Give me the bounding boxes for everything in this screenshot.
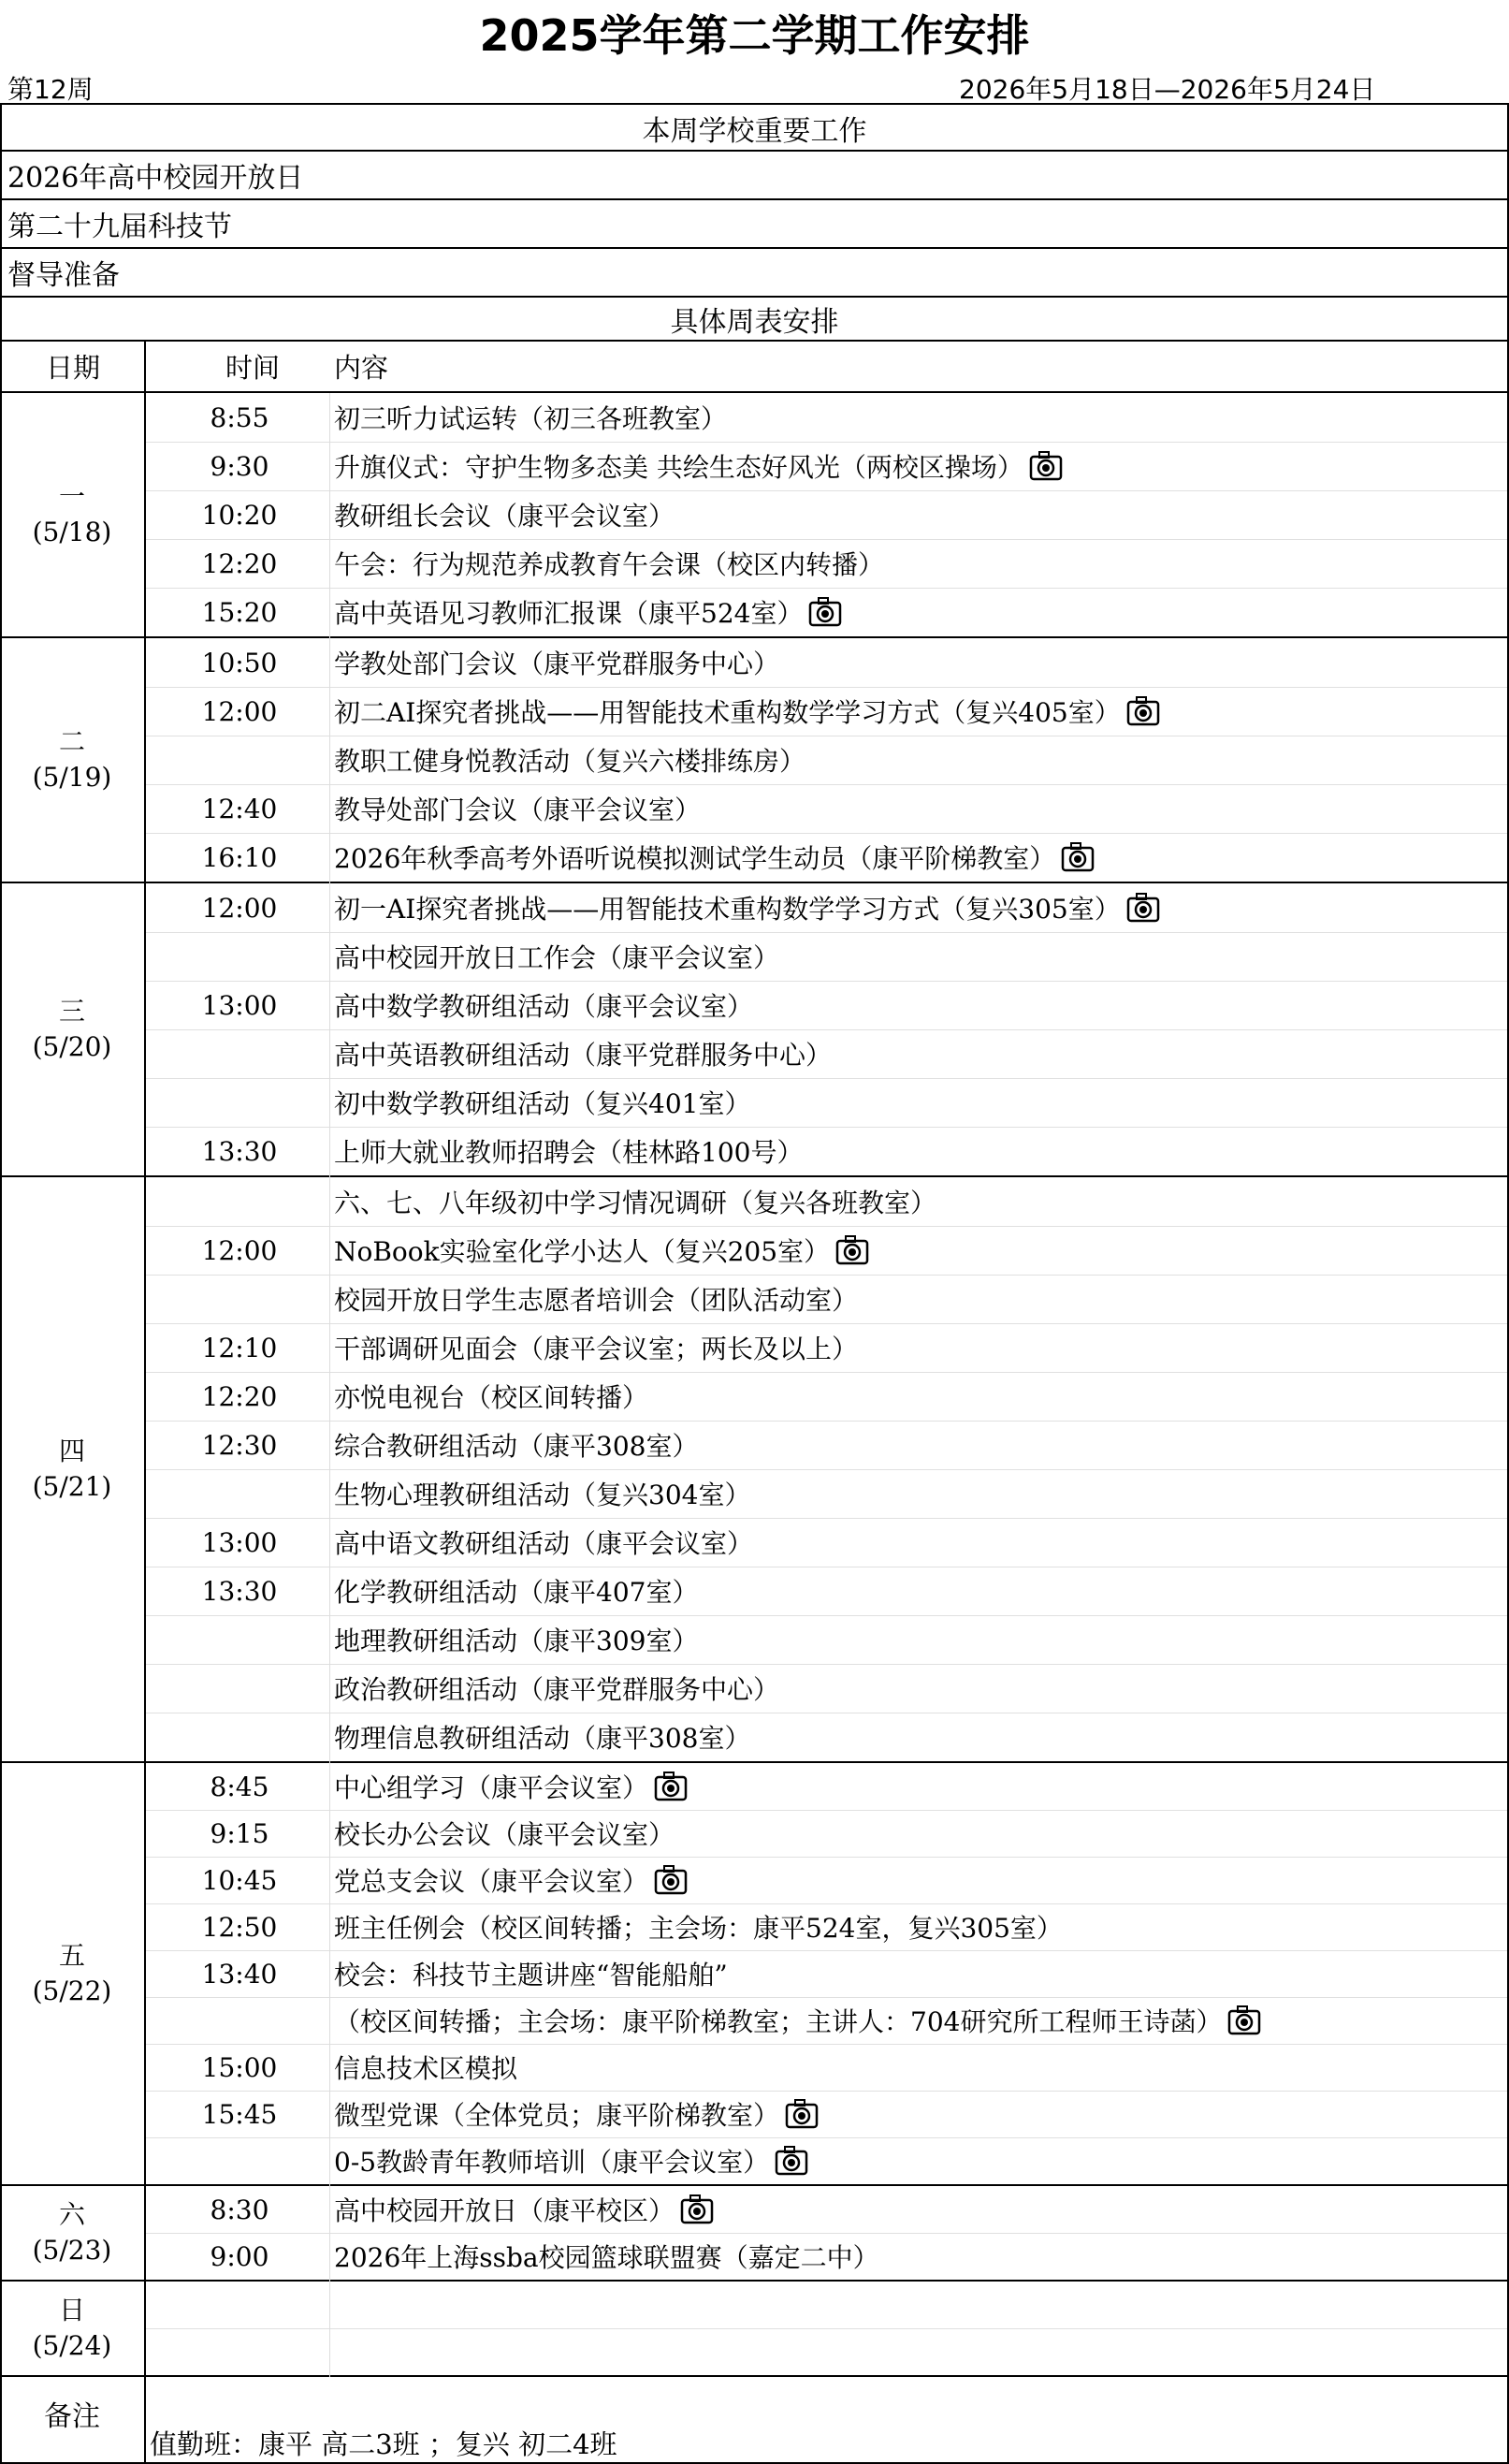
- day-date: (5/22): [32, 1976, 112, 2006]
- schedule-content: [334, 1275, 1457, 1323]
- day-name: 四: [58, 1436, 85, 1466]
- schedule-time: [146, 1469, 333, 1518]
- date-column-divider: [144, 340, 146, 2464]
- day-cell: [0, 2282, 144, 2375]
- important-work-heading: 本周学校重要工作: [0, 103, 1509, 152]
- day-date: (5/18): [32, 517, 112, 547]
- schedule-time: 12:00: [201, 892, 278, 924]
- schedule-content: [334, 1421, 1457, 1469]
- schedule-content: [334, 2282, 1457, 2328]
- schedule-content-text: 生物心理教研组活动（复兴304室）: [334, 1480, 751, 1510]
- schedule-content-text: 地理教研组活动（康平309室）: [334, 1626, 699, 1656]
- day-date: (5/24): [32, 2330, 112, 2361]
- day-cell: [0, 1177, 144, 1761]
- schedule-time: 12:30: [201, 1429, 278, 1461]
- day-name: 五: [58, 1940, 85, 1971]
- schedule-content-text: 高中语文教研组活动（康平会议室）: [334, 1528, 754, 1559]
- schedule-content-text: 高中英语见习教师汇报课（康平524室）: [334, 598, 804, 629]
- schedule-content-text: 党总支会议（康平会议室）: [334, 1866, 649, 1897]
- schedule-content-text: 教研组长会议（康平会议室）: [334, 501, 675, 532]
- schedule-content-text: 教导处部门会议（康平会议室）: [334, 795, 702, 825]
- schedule-time: 12:00: [201, 695, 278, 727]
- schedule-content: [334, 393, 1457, 442]
- schedule-time: 15:45: [201, 2098, 278, 2130]
- time-column-divider: [329, 393, 330, 2377]
- camera-icon: [783, 2097, 820, 2131]
- schedule-content: [334, 1226, 1457, 1275]
- column-header-time: 时间: [225, 351, 280, 384]
- day-cell: [0, 1763, 144, 2184]
- schedule-content: [334, 1469, 1457, 1518]
- camera-icon: [1226, 2004, 1263, 2037]
- day-name: 三: [58, 996, 85, 1027]
- schedule-time: [146, 1275, 333, 1323]
- top-left-border: [0, 103, 2, 340]
- camera-icon: [1059, 840, 1096, 874]
- schedule-content-text: （校区间转播；主会场：康平阶梯教室；主讲人：704研究所工程师王诗菡）: [334, 2006, 1223, 2037]
- schedule-time: 13:00: [201, 1526, 278, 1558]
- schedule-content-text: 校会：科技节主题讲座“智能船舶”: [334, 1960, 728, 1990]
- camera-icon: [652, 1770, 689, 1803]
- schedule-content-text: 2026年秋季高考外语听说模拟测试学生动员（康平阶梯教室）: [334, 843, 1056, 874]
- schedule-content-text: 信息技术区模拟: [334, 2053, 518, 2084]
- schedule-content: [334, 442, 1457, 490]
- schedule-time: 12:50: [201, 1911, 278, 1943]
- schedule-time: 13:40: [201, 1958, 278, 1990]
- camera-icon: [834, 1233, 871, 1267]
- schedule-content: [334, 588, 1457, 636]
- schedule-time: 13:30: [201, 1135, 278, 1167]
- schedule-time: 12:20: [201, 1380, 278, 1412]
- schedule-time: [146, 1029, 333, 1078]
- schedule-time: 12:00: [201, 1234, 278, 1266]
- schedule-content-text: 班主任例会（校区间转播；主会场：康平524室，复兴305室）: [334, 1913, 1063, 1944]
- schedule-content: [334, 638, 1457, 687]
- schedule-content: [334, 1323, 1457, 1372]
- schedule-content-text: 综合教研组活动（康平308室）: [334, 1431, 699, 1462]
- day-date: (5/23): [32, 2235, 112, 2266]
- schedule-time: 12:10: [201, 1332, 278, 1363]
- schedule-time: [146, 736, 333, 784]
- schedule-content: [334, 1713, 1457, 1761]
- schedule-content: [334, 2137, 1457, 2184]
- schedule-content-text: 午会：行为规范养成教育午会课（校区内转播）: [334, 549, 885, 580]
- schedule-content-text: 干部调研见面会（康平会议室；两长及以上）: [334, 1334, 859, 1364]
- schedule-content: [334, 2186, 1457, 2233]
- schedule-content: [334, 687, 1457, 736]
- schedule-content-text: 2026年上海ssba校园篮球联盟赛（嘉定二中）: [334, 2242, 879, 2273]
- schedule-time: 10:20: [201, 499, 278, 531]
- day-date: (5/19): [32, 762, 112, 793]
- camera-icon: [1027, 449, 1065, 483]
- schedule-time: [146, 1997, 333, 2044]
- schedule-content-text: 初二AI探究者挑战——用智能技术重构数学学习方式（复兴405室）: [334, 697, 1121, 728]
- schedule-content-text: 高中校园开放日（康平校区）: [334, 2195, 675, 2226]
- schedule-content: [334, 833, 1457, 882]
- schedule-content-text: 上师大就业教师招聘会（桂林路100号）: [334, 1137, 804, 1168]
- schedule-content: [334, 1518, 1457, 1567]
- camera-icon: [652, 1863, 689, 1897]
- schedule-content-text: 校园开放日学生志愿者培训会（团队活动室）: [334, 1285, 859, 1316]
- day-divider: [0, 2375, 1509, 2377]
- day-cell: [0, 393, 144, 636]
- day-cell: [0, 2186, 144, 2280]
- day-cell: [0, 883, 144, 1175]
- schedule-content-text: 教职工健身悦教活动（复兴六楼排练房）: [334, 746, 806, 777]
- schedule-content-text: 化学教研组活动（康平407室）: [334, 1577, 699, 1608]
- schedule-content: [334, 1997, 1457, 2044]
- schedule-content: [334, 1127, 1457, 1175]
- schedule-time: [146, 2328, 333, 2375]
- schedule-time: 8:30: [210, 2194, 269, 2225]
- day-name: 二: [58, 726, 85, 757]
- schedule-content: [334, 981, 1457, 1029]
- important-item: 督导准备: [0, 247, 1509, 296]
- schedule-content-text: 高中英语教研组活动（康平党群服务中心）: [334, 1040, 833, 1071]
- schedule-time: [146, 2282, 333, 2328]
- schedule-content: [334, 2233, 1457, 2280]
- schedule-content: [334, 883, 1457, 932]
- schedule-content-text: 高中校园开放日工作会（康平会议室）: [334, 942, 780, 973]
- day-name: 一: [58, 481, 85, 512]
- schedule-content-text: 高中数学教研组活动（康平会议室）: [334, 991, 754, 1022]
- remarks-text: 值勤班：康平 高二3班 ；复兴 初二4班: [150, 2428, 617, 2460]
- schedule-content: [334, 1763, 1457, 1810]
- schedule-content-text: 亦悦电视台（校区间转播）: [334, 1382, 649, 1413]
- date-range: 2026年5月18日—2026年5月24日: [959, 74, 1376, 105]
- day-cell: [0, 638, 144, 882]
- schedule-content: [334, 1950, 1457, 1997]
- schedule-content: [334, 490, 1457, 539]
- schedule-content: [334, 1177, 1457, 1226]
- column-header-content: 内容: [334, 351, 389, 384]
- camera-icon: [806, 595, 844, 629]
- schedule-time: [146, 2137, 333, 2184]
- schedule-content: [334, 1372, 1457, 1421]
- schedule-content: [334, 2044, 1457, 2091]
- schedule-time: 15:00: [201, 2051, 278, 2083]
- schedule-content-text: 初三听力试运转（初三各班教室）: [334, 403, 728, 434]
- day-date: (5/20): [32, 1031, 112, 1062]
- schedule-content: [334, 1615, 1457, 1664]
- schedule-time: 8:45: [210, 1771, 269, 1802]
- schedule-content-text: 微型党课（全体党员；康平阶梯教室）: [334, 2100, 780, 2131]
- schedule-content: [334, 1810, 1457, 1857]
- table-left-border: [0, 340, 2, 2464]
- schedule-time: 9:00: [210, 2240, 269, 2272]
- camera-icon: [678, 2193, 716, 2226]
- schedule-content-text: 0-5教龄青年教师培训（康平会议室）: [334, 2147, 770, 2178]
- schedule-time: 12:40: [201, 793, 278, 824]
- schedule-time: 10:45: [201, 1864, 278, 1896]
- schedule-time: 8:55: [210, 401, 269, 433]
- schedule-content-text: 物理信息教研组活动（康平308室）: [334, 1723, 751, 1754]
- schedule-content: [334, 1857, 1457, 1903]
- schedule-content: [334, 1664, 1457, 1713]
- day-name: 日: [58, 2295, 85, 2325]
- schedule-content: [334, 932, 1457, 981]
- schedule-time: 16:10: [201, 841, 278, 873]
- schedule-content-text: 六、七、八年级初中学习情况调研（复兴各班教室）: [334, 1188, 937, 1218]
- schedule-time: 13:00: [201, 989, 278, 1021]
- schedule-time: [146, 932, 333, 981]
- schedule-content: [334, 1567, 1457, 1615]
- schedule-time: 13:30: [201, 1575, 278, 1607]
- schedule-content: [334, 784, 1457, 833]
- camera-icon: [1124, 891, 1162, 925]
- schedule-content-text: NoBook实验室化学小达人（复兴205室）: [334, 1236, 831, 1267]
- important-item: 第二十九届科技节: [0, 198, 1509, 247]
- important-item: 2026年高中校园开放日: [0, 150, 1509, 198]
- schedule-time: 15:20: [201, 596, 278, 628]
- camera-icon: [773, 2144, 810, 2178]
- schedule-content-text: 校长办公会议（康平会议室）: [334, 1819, 675, 1850]
- schedule-content: [334, 1078, 1457, 1127]
- day-date: (5/21): [32, 1471, 112, 1502]
- schedule-time: [146, 1078, 333, 1127]
- schedule-time: [146, 1177, 333, 1226]
- schedule-time: [146, 1713, 333, 1761]
- schedule-content-text: 中心组学习（康平会议室）: [334, 1772, 649, 1803]
- schedule-time: 9:30: [210, 450, 269, 482]
- schedule-time: 9:15: [210, 1817, 269, 1849]
- schedule-content-text: 学教处部门会议（康平党群服务中心）: [334, 649, 780, 679]
- schedule-heading: 具体周表安排: [0, 296, 1509, 342]
- schedule-content: [334, 1029, 1457, 1078]
- schedule-content-text: 政治教研组活动（康平党群服务中心）: [334, 1674, 780, 1705]
- schedule-content-text: 初一AI探究者挑战——用智能技术重构数学学习方式（复兴305室）: [334, 894, 1121, 925]
- schedule-content: [334, 1903, 1457, 1950]
- schedule-content: [334, 539, 1457, 588]
- schedule-time: [146, 1664, 333, 1713]
- day-name: 六: [58, 2199, 85, 2230]
- schedule-content: [334, 2328, 1457, 2375]
- schedule-content-text: 升旗仪式：守护生物多态美 共绘生态好风光（两校区操场）: [334, 452, 1023, 483]
- schedule-time: 10:50: [201, 647, 278, 678]
- schedule-content-text: 初中数学教研组活动（复兴401室）: [334, 1088, 751, 1119]
- schedule-time: [146, 1615, 333, 1664]
- schedule-content: [334, 2091, 1457, 2137]
- week-number: 第12周: [7, 74, 94, 105]
- page-title: 2025学年第二学期工作安排: [479, 10, 1030, 61]
- schedule-time: 12:20: [201, 547, 278, 579]
- schedule-content: [334, 736, 1457, 784]
- remarks-label: 备注: [44, 2400, 100, 2433]
- column-header-date: 日期: [45, 351, 100, 384]
- camera-icon: [1124, 694, 1162, 728]
